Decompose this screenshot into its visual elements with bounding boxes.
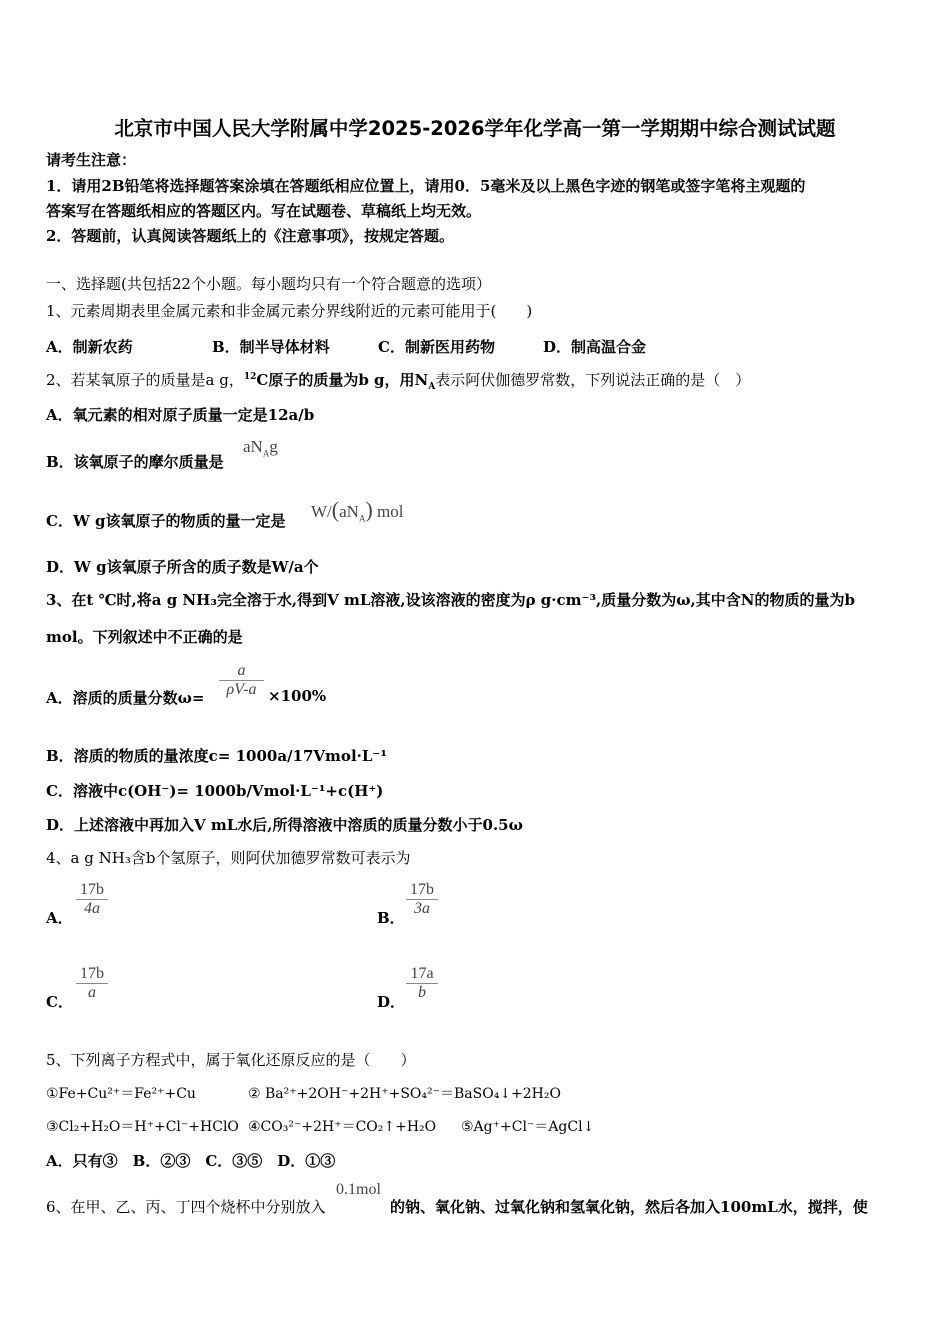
question-3-option-a-prefix: A．溶质的质量分数ω= [46, 689, 205, 707]
question-6-stem-b: 的钠、氧化钠、过氧化钠和氢氧化钠，然后各加入100mL水，搅拌，使 [390, 1198, 868, 1216]
notice-header: 请考生注意： [46, 151, 137, 169]
reaction-5: ⑤Ag⁺+Cl⁻＝AgCl↓ [461, 1119, 595, 1135]
fraction-numerator: 17b [80, 965, 104, 982]
reaction-4: ④CO₃²⁻+2H⁺＝CO₂↑+H₂O [248, 1119, 437, 1135]
question-4-option-a-label: A． [46, 909, 73, 927]
fraction-numerator: 17a [410, 965, 434, 982]
question-5-stem: 5、下列离子方程式中，属于氧化还原反应的是（ ） [46, 1051, 416, 1069]
question-3-option-a-suffix: ×100% [268, 687, 327, 705]
question-4-stem: 4、a g NH₃含b个氢原子，则阿伏加德罗常数可表示为 [46, 849, 411, 867]
reaction-1: ①Fe+Cu²⁺＝Fe²⁺+Cu [46, 1086, 196, 1102]
question-4-option-b-fraction [406, 881, 438, 918]
question-2-stem: 2、若某氧原子的质量是a g，$^{12}$C原子的质量为b g，用$N_A$表示阿伏伽德罗常数，下列说法正确的是（ ） [46, 371, 751, 392]
mass-fraction-denominator: ρV-a [226, 681, 257, 698]
fraction-numerator: 17b [80, 881, 104, 898]
mass-fraction-numerator: a [237, 662, 246, 679]
fraction-denominator: b [418, 984, 426, 1001]
question-2-option-b: B．该氧原子的摩尔质量是 [46, 453, 224, 471]
molar-mass-formula: $aN_Ag$ [243, 437, 278, 459]
question-3-stem-line1: 3、在t ℃时,将a g NH₃完全溶于水,得到V mL溶液,设该溶液的密度为ρ g·cm⁻³,质量分数为ω,其中含N的物质的量为b [46, 591, 855, 609]
question-4-option-c-label: C． [46, 993, 73, 1011]
question-3-option-b: B．溶质的物质的量浓度c= 1000a/17Vmol·L⁻¹ [46, 747, 387, 765]
question-6-stem-a: 6、在甲、乙、丙、丁四个烧杯中分别放入 [46, 1198, 326, 1216]
question-3-option-c: C．溶液中c(OH⁻)= 1000b/Vmol·L⁻¹+c(H⁺) [46, 782, 384, 800]
question-4-option-d-fraction [406, 965, 438, 1002]
question-2-option-a: A．氧元素的相对原子质量一定是12a/b [46, 406, 315, 424]
question-3-option-d: D．上述溶液中再加入V mL水后,所得溶液中溶质的质量分数小于0.5ω [46, 816, 523, 834]
question-1-option-c: C．制新医用药物 [378, 338, 495, 356]
fraction-numerator: 17b [410, 881, 434, 898]
question-5-options: A．只有③ B．②③ C．③⑤ D．①③ [46, 1152, 336, 1170]
mass-fraction-formula [219, 662, 264, 699]
question-1-option-d: D．制高温合金 [543, 338, 647, 356]
reaction-2: ② Ba²⁺+2OH⁻+2H⁺+SO₄²⁻＝BaSO₄↓+2H₂O [248, 1086, 561, 1102]
question-1-option-b: B．制半导体材料 [212, 338, 330, 356]
fraction-denominator: a [88, 984, 96, 1001]
question-4-option-a-fraction [76, 881, 108, 918]
page-title: 北京市中国人民大学附属中学2025-2026学年化学高一第一学期期中综合测试试题 [114, 117, 836, 140]
question-2-option-c: C．W g该氧原子的物质的量一定是 [46, 512, 286, 530]
reaction-3: ③Cl₂+H₂O＝H⁺+Cl⁻+HClO [46, 1119, 239, 1135]
section-heading: 一、选择题(共包括22个小题。每小题均只有一个符合题意的选项） [46, 275, 491, 293]
question-2-option-d: D．W g该氧原子所含的质子数是W/a个 [46, 558, 319, 576]
question-1-option-a: A．制新农药 [46, 338, 133, 356]
question-4-option-d-label: D． [377, 993, 406, 1011]
notice-item-1b: 答案写在答题纸相应的答题区内。写在试题卷、草稿纸上均无效。 [46, 202, 482, 220]
notice-item-1a: 1．请用2B铅笔将选择题答案涂填在答题纸相应位置上，请用0．5毫米及以上黑色字迹的钢笔或签字笔将主观题的 [46, 177, 806, 195]
fraction-denominator: 3a [414, 900, 430, 917]
amount-formula: $W/(aN_A)$ mol [311, 497, 404, 524]
question-4-option-b-label: B． [377, 909, 405, 927]
fraction-denominator: 4a [84, 900, 100, 917]
amount-value: 0.1mol [336, 1181, 381, 1198]
question-3-stem-line2: mol。下列叙述中不正确的是 [46, 628, 243, 646]
question-1-stem: 1、元素周期表里金属元素和非金属元素分界线附近的元素可能用于( ) [46, 302, 533, 320]
notice-item-2: 2．答题前，认真阅读答题纸上的《注意事项》，按规定答题。 [46, 227, 454, 245]
question-4-option-c-fraction [76, 965, 108, 1002]
